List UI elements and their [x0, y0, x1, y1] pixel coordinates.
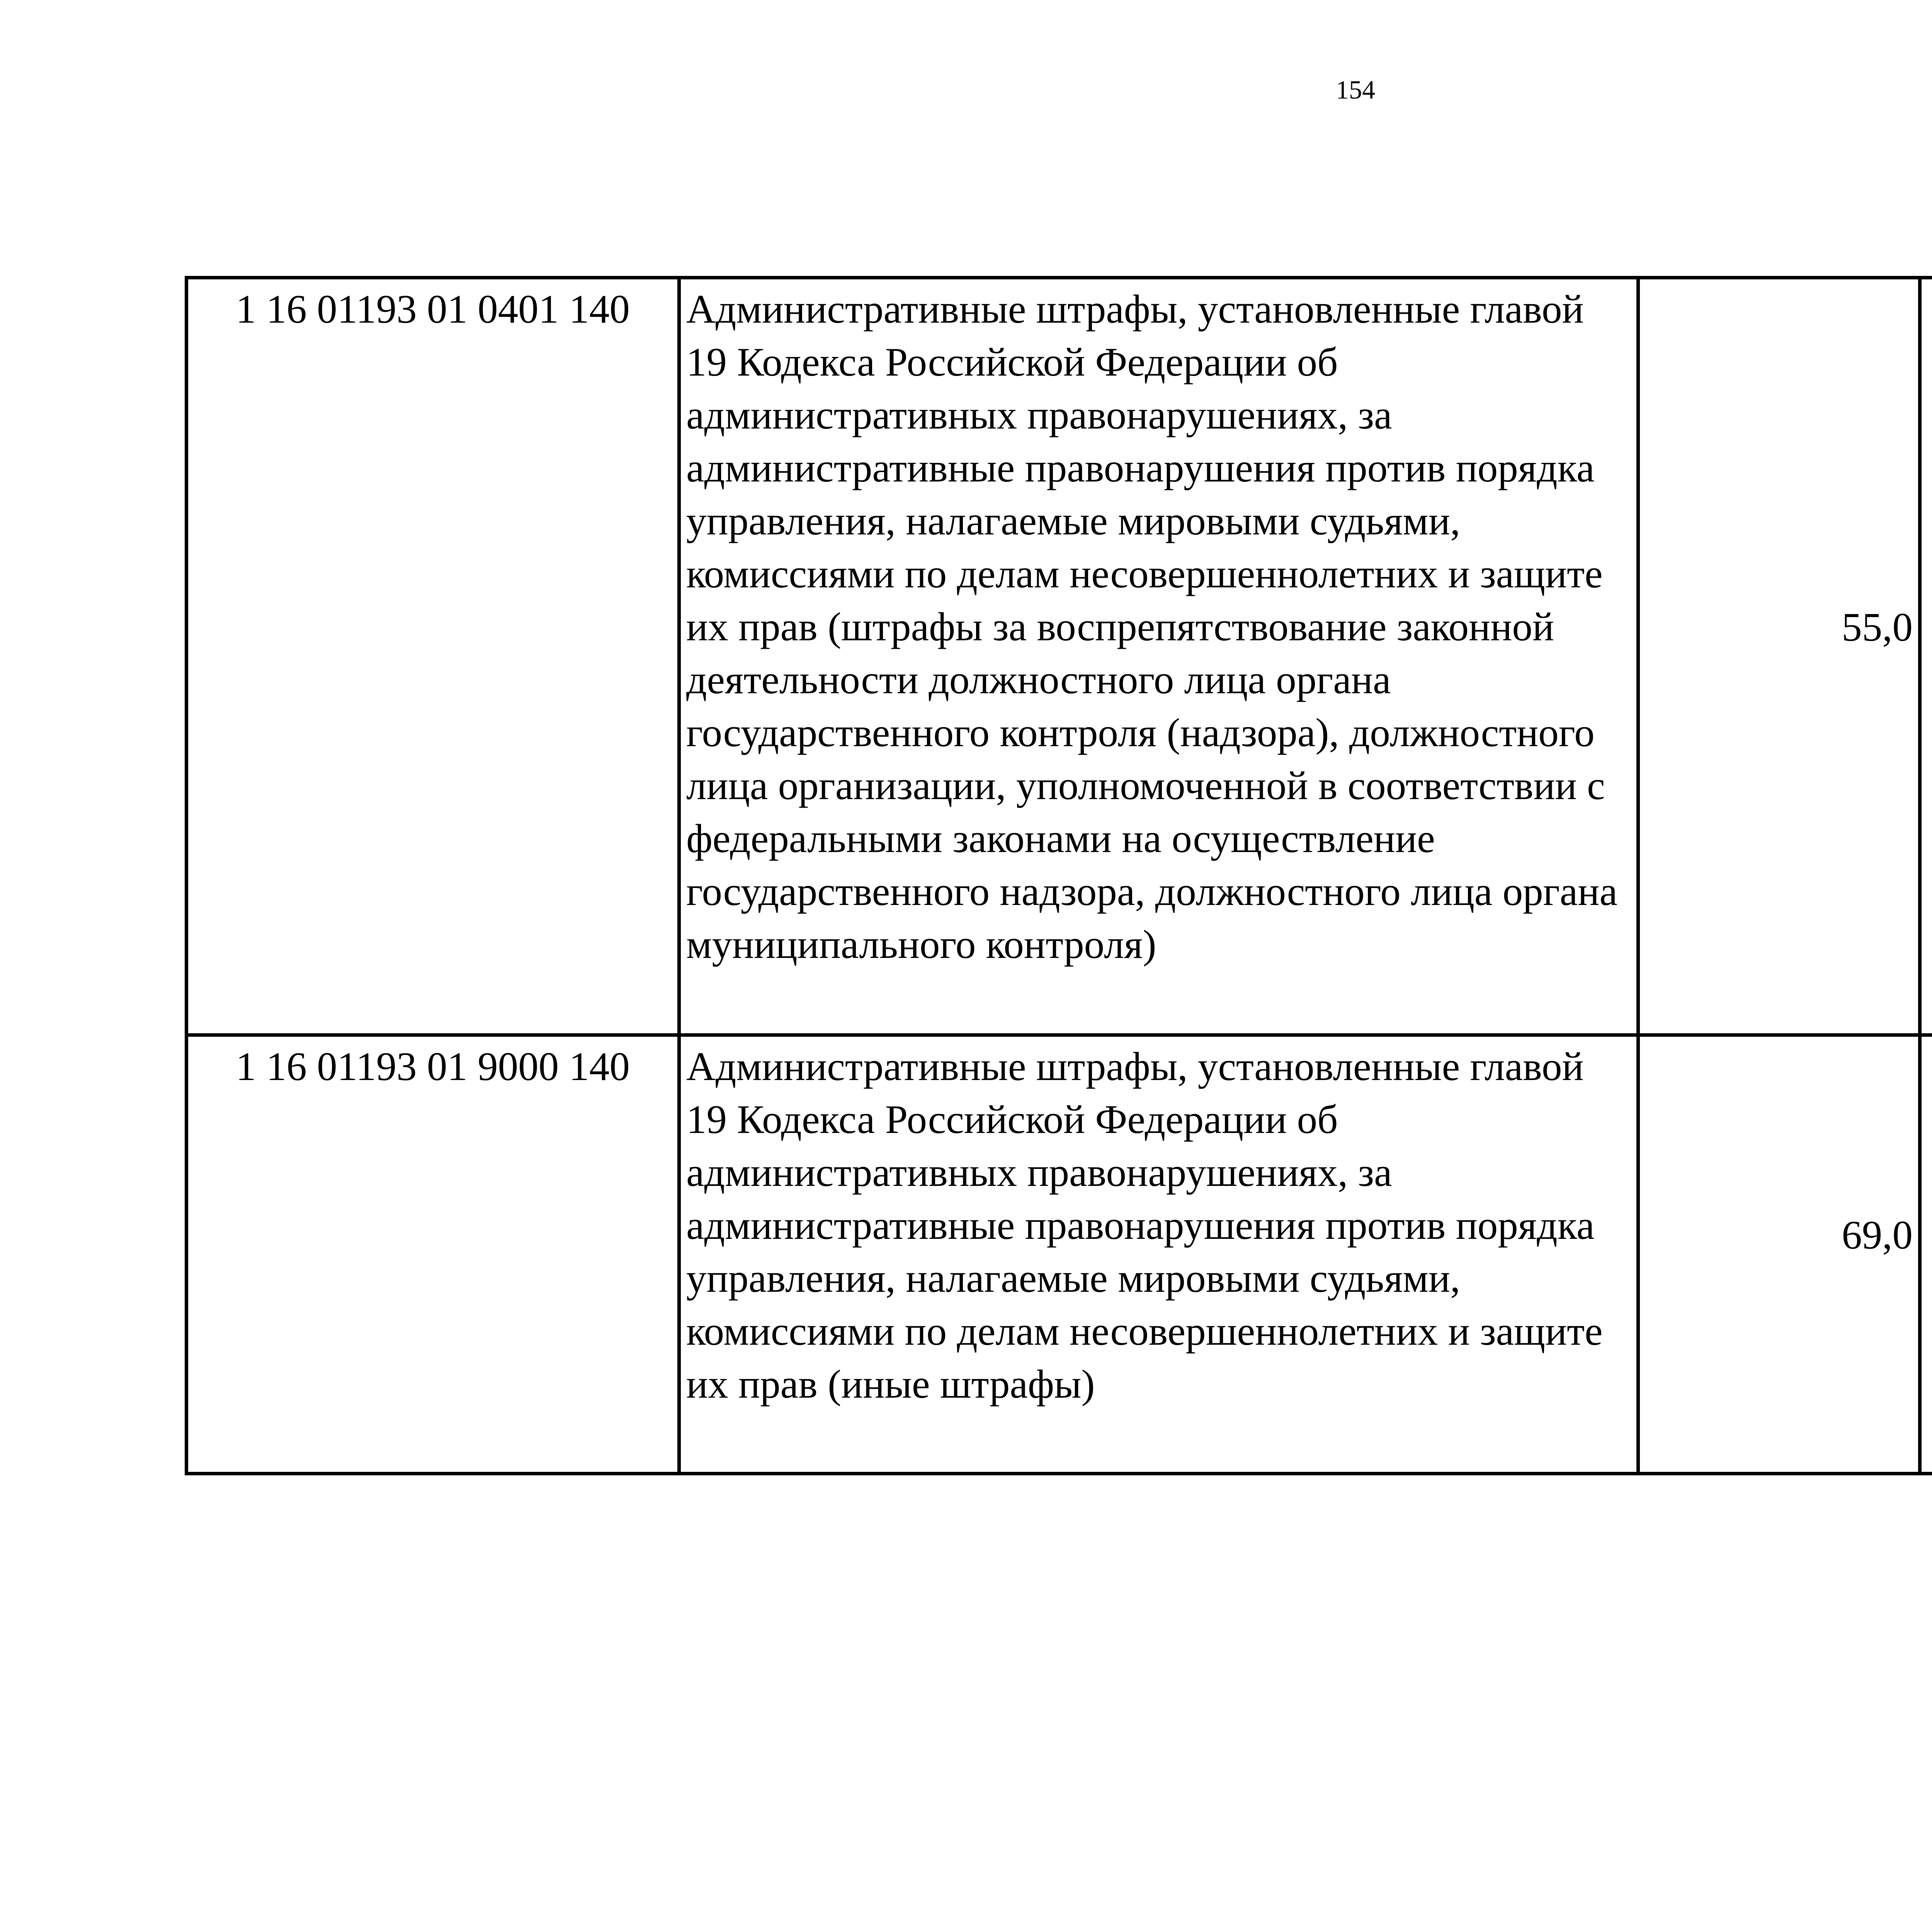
description-cell: Административные штрафы, установленные главой 19 Кодекса Российской Федерации об административных правонарушениях, за административные правонарушения против порядка управления, налагаемые мировыми судьями, комиссиями по делам несовершеннолетних и защите их прав (штрафы за воспрепятствование законной деятельности должностного лица органа государственного контроля (надзора), должностного лица организации, уполномоченной в соответствии с федеральными законами на осуществление государственного надзора, должностного лица органа муниципального контроля): [679, 278, 1638, 1035]
page-number: 154: [1336, 75, 1375, 104]
amount-cell-2: [1920, 278, 1932, 1035]
amount-cell-1: 55,0: [1638, 278, 1920, 1035]
amount-cell-1: 69,0: [1638, 1035, 1920, 1474]
description-cell: Административные штрафы, установленные главой 19 Кодекса Российской Федерации об административных правонарушениях, за административные правонарушения против порядка управления, налагаемые мировыми судьями, комиссиями по делам несовершеннолетних и защите их прав (иные штрафы): [679, 1035, 1638, 1474]
amount-cell-2: [1920, 1035, 1932, 1474]
budget-code-cell: 1 16 01193 01 0401 140: [187, 278, 679, 1035]
budget-code-cell: 1 16 01193 01 9000 140: [187, 1035, 679, 1474]
table-row: [187, 1035, 1932, 1474]
table-row: [187, 278, 1932, 1035]
budget-table: [185, 276, 1932, 1475]
